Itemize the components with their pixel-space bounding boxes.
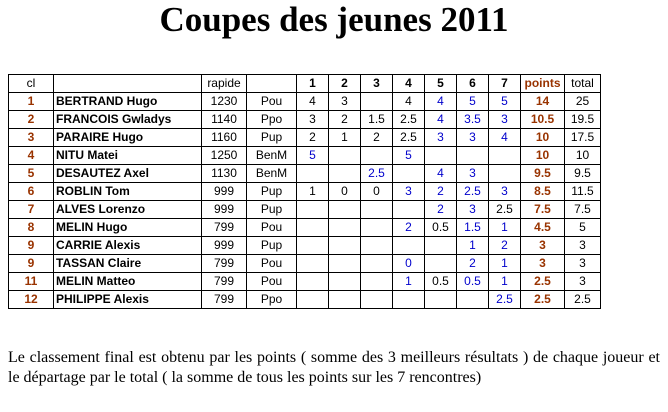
total-cell: 7.5 [565,201,601,219]
header-round-5: 5 [425,75,457,93]
points-cell: 2.5 [521,273,565,291]
points-cell: 2.5 [521,291,565,309]
points-cell: 8.5 [521,183,565,201]
round-5-cell: 4 [425,111,457,129]
round-3-cell: 1.5 [361,111,393,129]
round-3-cell [361,93,393,111]
category-cell: Pup [247,201,297,219]
category-cell: Pup [247,129,297,147]
total-cell: 19.5 [565,111,601,129]
round-6-cell: 3.5 [457,111,489,129]
player-name-cell: MELIN Matteo [54,273,202,291]
header-round-7: 7 [489,75,521,93]
round-7-cell: 3 [489,183,521,201]
table-row [9,165,601,183]
rank-cell: 7 [9,201,54,219]
player-name-cell: DESAUTEZ Axel [54,165,202,183]
round-2-cell [329,237,361,255]
table-row [9,219,601,237]
rapide-cell: 799 [202,255,247,273]
round-5-cell: 4 [425,93,457,111]
round-1-cell: 1 [297,183,329,201]
category-cell: Pup [247,183,297,201]
round-1-cell: 4 [297,93,329,111]
player-name-cell: CARRIE Alexis [54,237,202,255]
round-7-cell [489,165,521,183]
total-cell: 5 [565,219,601,237]
round-2-cell [329,147,361,165]
total-cell: 3 [565,255,601,273]
category-cell: Ppo [247,291,297,309]
table-row [9,255,601,273]
category-cell: Pou [247,255,297,273]
footnote: Le classement final est obtenu par les points ( somme des 3 meilleurs résultats ) de chaque joueur et le départage par le total ( la somme de tous les points sur les 7 rencontres) [8,349,660,386]
round-5-cell [425,237,457,255]
table-row [9,111,601,129]
total-cell: 3 [565,237,601,255]
round-5-cell: 2 [425,201,457,219]
category-cell: BenM [247,165,297,183]
player-name-cell: NITU Matei [54,147,202,165]
round-3-cell: 2.5 [361,165,393,183]
round-3-cell [361,255,393,273]
round-7-cell: 3 [489,111,521,129]
round-4-cell: 2 [393,219,425,237]
round-3-cell [361,219,393,237]
table-row [9,237,601,255]
total-cell: 10 [565,147,601,165]
round-3-cell [361,147,393,165]
round-6-cell: 2.5 [457,183,489,201]
header-cl: cl [9,75,54,93]
player-name-cell: TASSAN Claire [54,255,202,273]
header-round-4: 4 [393,75,425,93]
round-2-cell: 2 [329,111,361,129]
round-4-cell [393,201,425,219]
round-2-cell [329,255,361,273]
round-3-cell [361,237,393,255]
rank-cell: 9 [9,237,54,255]
round-1-cell [297,219,329,237]
category-cell: Pou [247,93,297,111]
round-6-cell: 3 [457,129,489,147]
round-4-cell: 2.5 [393,111,425,129]
round-1-cell [297,291,329,309]
rank-cell: 3 [9,129,54,147]
round-5-cell: 0.5 [425,219,457,237]
table-row [9,183,601,201]
rank-cell: 5 [9,165,54,183]
round-3-cell [361,291,393,309]
round-4-cell [393,237,425,255]
round-5-cell [425,255,457,273]
round-5-cell [425,291,457,309]
header-round-3: 3 [361,75,393,93]
points-cell: 9.5 [521,165,565,183]
points-cell: 10 [521,129,565,147]
rapide-cell: 999 [202,201,247,219]
rapide-cell: 1130 [202,165,247,183]
page-title: Coupes des jeunes 2011 [159,0,509,39]
category-cell: Pou [247,219,297,237]
header-rapide: rapide [202,75,247,93]
header-points: points [521,75,565,93]
round-2-cell [329,273,361,291]
round-5-cell: 3 [425,129,457,147]
rapide-cell: 799 [202,291,247,309]
round-6-cell: 3 [457,201,489,219]
table-row [9,93,601,111]
total-cell: 2.5 [565,291,601,309]
round-5-cell: 0.5 [425,273,457,291]
round-2-cell [329,201,361,219]
rapide-cell: 799 [202,273,247,291]
round-3-cell [361,201,393,219]
round-4-cell [393,291,425,309]
round-7-cell: 2 [489,237,521,255]
round-6-cell: 1 [457,237,489,255]
round-2-cell [329,291,361,309]
round-2-cell [329,219,361,237]
round-1-cell: 5 [297,147,329,165]
round-7-cell: 2.5 [489,201,521,219]
round-2-cell [329,165,361,183]
table-row [9,201,601,219]
round-6-cell: 3 [457,165,489,183]
round-5-cell [425,147,457,165]
rapide-cell: 1160 [202,129,247,147]
round-7-cell: 1 [489,219,521,237]
category-cell: Pup [247,237,297,255]
round-4-cell [393,165,425,183]
header-name [54,75,202,93]
total-cell: 17.5 [565,129,601,147]
round-7-cell [489,147,521,165]
rapide-cell: 1140 [202,111,247,129]
round-1-cell [297,201,329,219]
round-7-cell: 4 [489,129,521,147]
round-7-cell: 2.5 [489,291,521,309]
round-3-cell: 2 [361,129,393,147]
round-6-cell [457,291,489,309]
player-name-cell: FRANCOIS Gwladys [54,111,202,129]
player-name-cell: PHILIPPE Alexis [54,291,202,309]
round-7-cell: 1 [489,255,521,273]
rapide-cell: 999 [202,237,247,255]
points-cell: 10 [521,147,565,165]
round-3-cell: 0 [361,183,393,201]
round-4-cell: 5 [393,147,425,165]
round-1-cell [297,255,329,273]
round-1-cell [297,237,329,255]
table-row [9,273,601,291]
points-cell: 14 [521,93,565,111]
player-name-cell: ROBLIN Tom [54,183,202,201]
round-4-cell: 4 [393,93,425,111]
header-total: total [565,75,601,93]
round-1-cell [297,273,329,291]
player-name-cell: ALVES Lorenzo [54,201,202,219]
round-2-cell: 0 [329,183,361,201]
points-cell: 10.5 [521,111,565,129]
header-category [247,75,297,93]
round-7-cell: 1 [489,273,521,291]
round-1-cell [297,165,329,183]
rank-cell: 11 [9,273,54,291]
rapide-cell: 1250 [202,147,247,165]
round-4-cell: 1 [393,273,425,291]
round-4-cell: 3 [393,183,425,201]
round-1-cell: 2 [297,129,329,147]
total-cell: 3 [565,273,601,291]
round-2-cell: 1 [329,129,361,147]
round-5-cell: 4 [425,165,457,183]
round-1-cell: 3 [297,111,329,129]
round-6-cell [457,147,489,165]
rank-cell: 12 [9,291,54,309]
rank-cell: 6 [9,183,54,201]
round-6-cell: 1.5 [457,219,489,237]
round-7-cell: 5 [489,93,521,111]
header-round-6: 6 [457,75,489,93]
player-name-cell: PARAIRE Hugo [54,129,202,147]
round-4-cell: 0 [393,255,425,273]
player-name-cell: BERTRAND Hugo [54,93,202,111]
header-round-2: 2 [329,75,361,93]
round-2-cell: 3 [329,93,361,111]
total-cell: 25 [565,93,601,111]
round-6-cell: 5 [457,93,489,111]
round-6-cell: 2 [457,255,489,273]
total-cell: 9.5 [565,165,601,183]
category-cell: Pou [247,273,297,291]
rapide-cell: 799 [202,219,247,237]
table-row [9,147,601,165]
player-name-cell: MELIN Hugo [54,219,202,237]
round-6-cell: 0.5 [457,273,489,291]
category-cell: Ppo [247,111,297,129]
table-row [9,291,601,309]
rapide-cell: 1230 [202,93,247,111]
category-cell: BenM [247,147,297,165]
rank-cell: 1 [9,93,54,111]
table-row [9,129,601,147]
rank-cell: 8 [9,219,54,237]
rank-cell: 9 [9,255,54,273]
rapide-cell: 999 [202,183,247,201]
results-table [8,74,601,309]
total-cell: 11.5 [565,183,601,201]
points-cell: 7.5 [521,201,565,219]
header-round-1: 1 [297,75,329,93]
points-cell: 3 [521,237,565,255]
round-5-cell: 2 [425,183,457,201]
rank-cell: 2 [9,111,54,129]
points-cell: 4.5 [521,219,565,237]
round-4-cell: 2.5 [393,129,425,147]
points-cell: 3 [521,255,565,273]
round-3-cell [361,273,393,291]
header-row [9,75,601,93]
rank-cell: 4 [9,147,54,165]
